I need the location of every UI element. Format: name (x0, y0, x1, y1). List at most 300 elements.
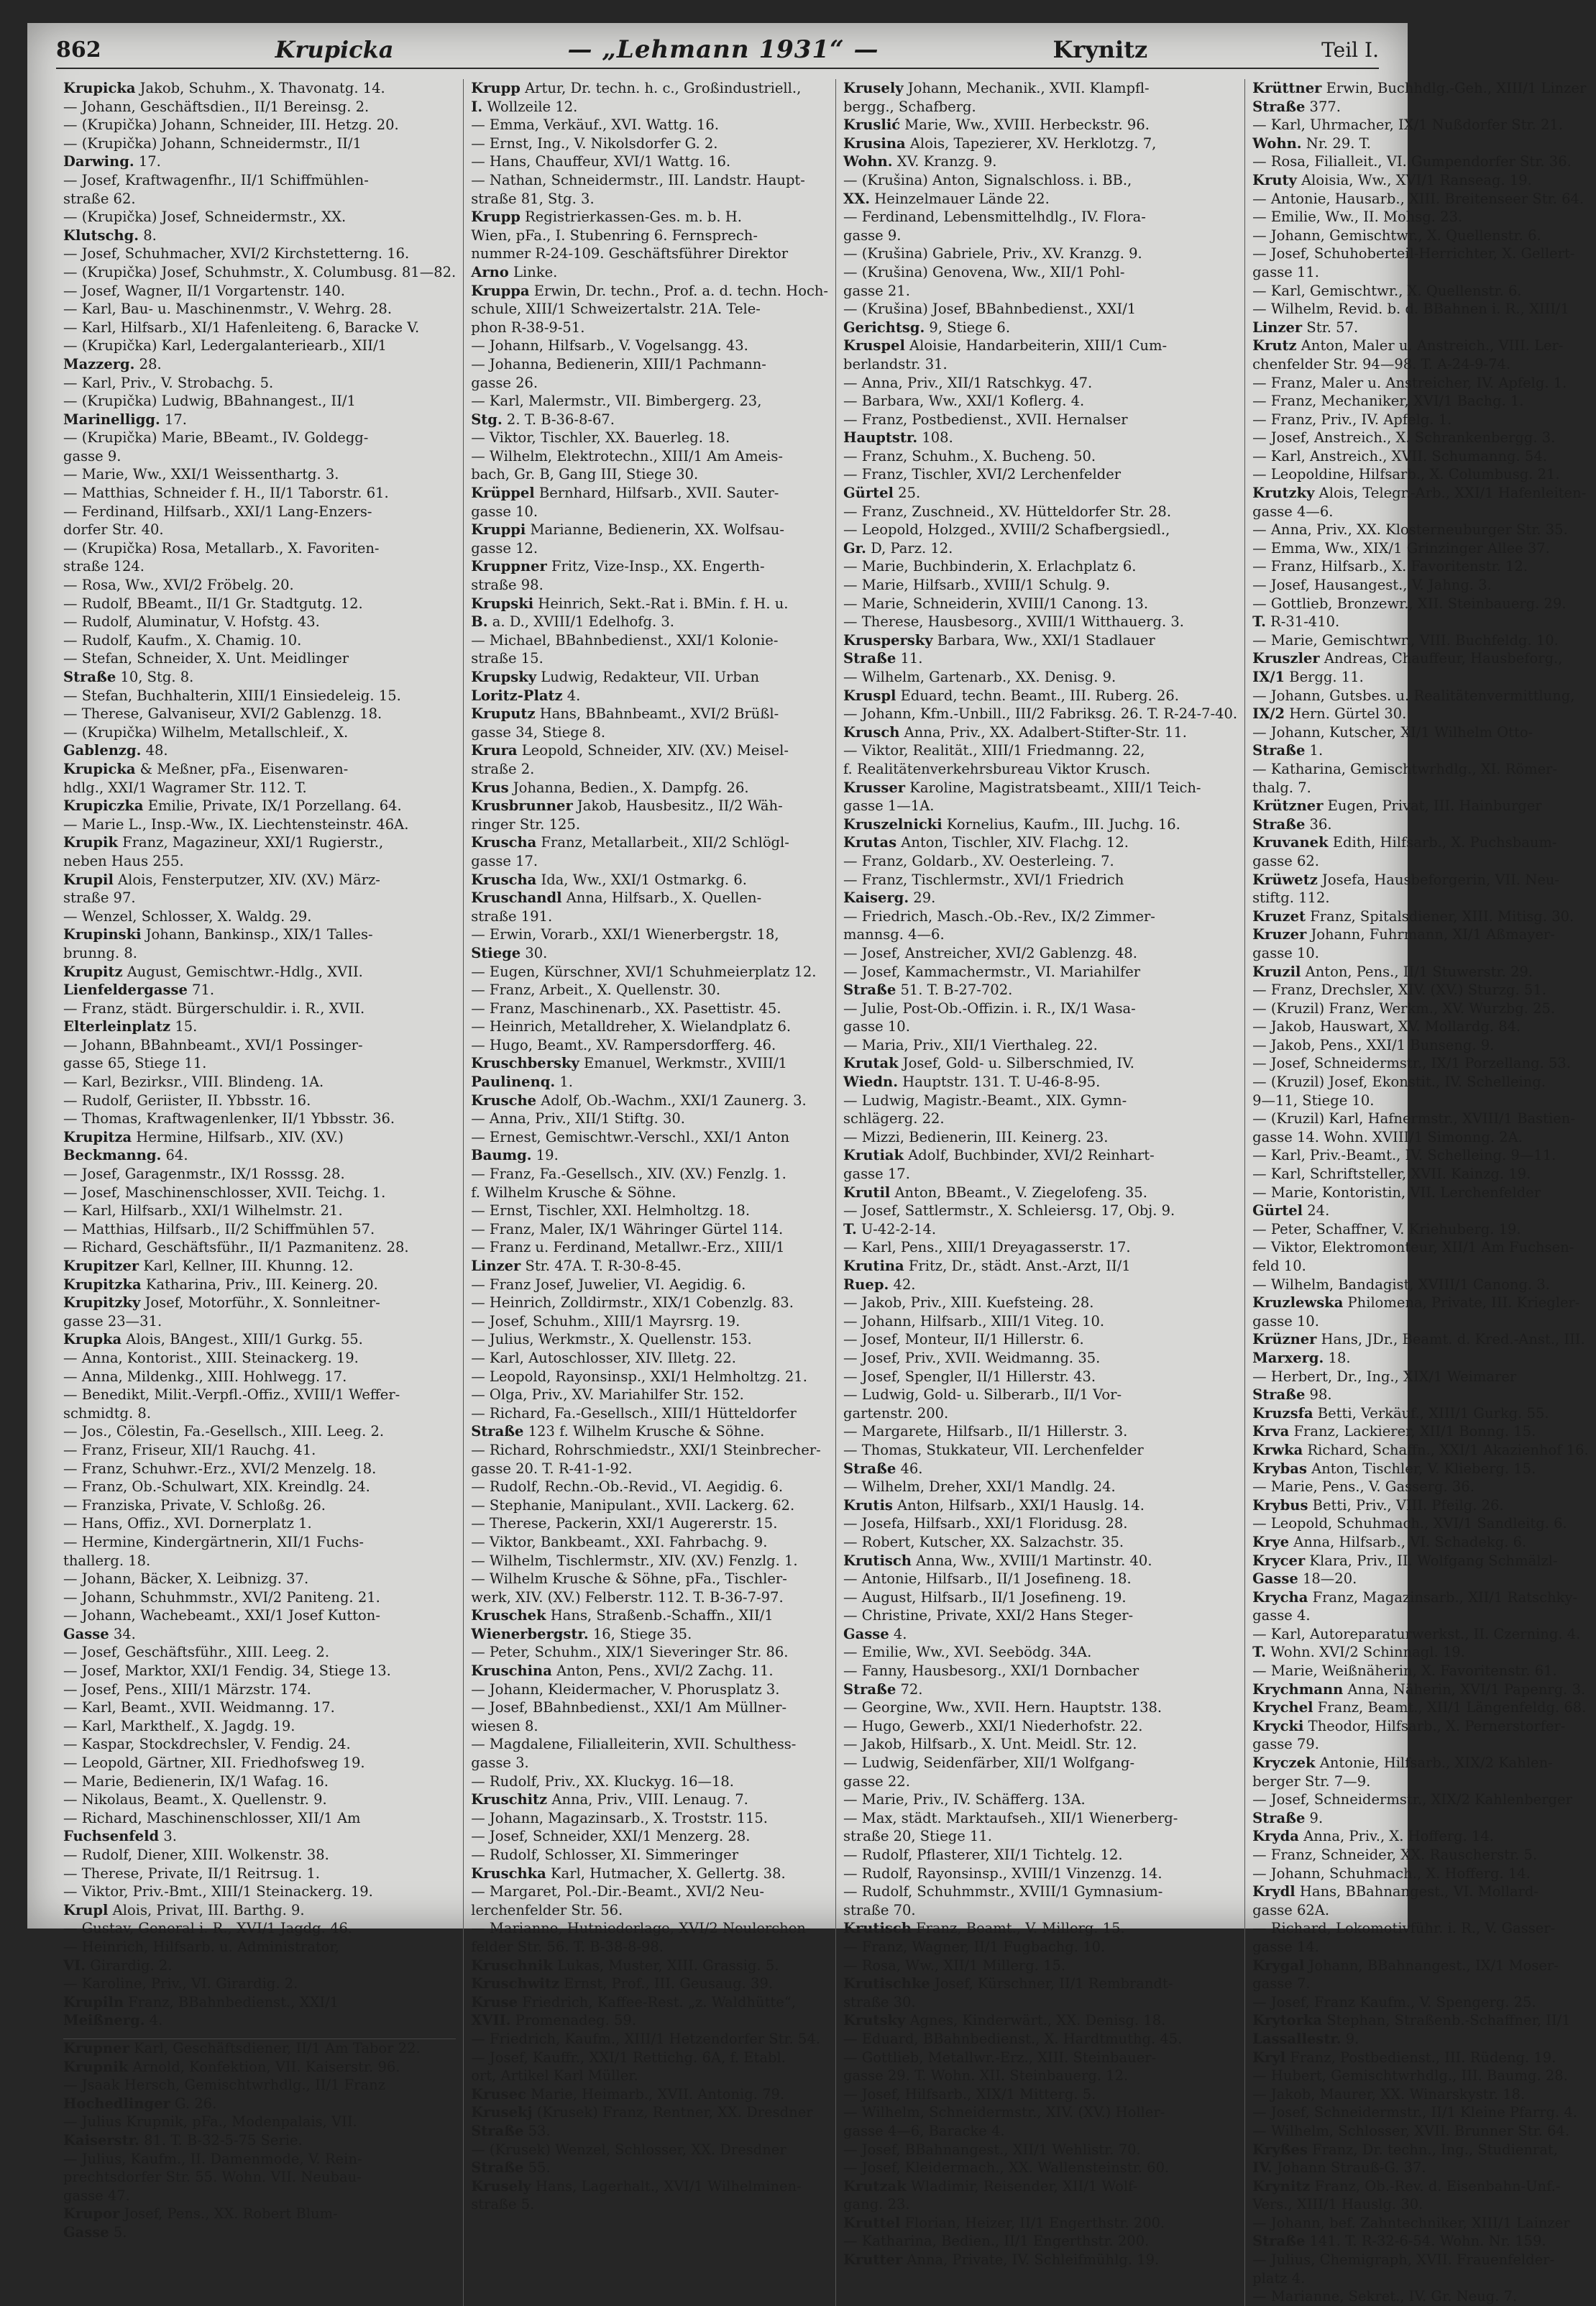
directory-entry-line: — Anna, Kontorist., XIII. Steinackerg. 19. (63, 1349, 359, 1366)
directory-entry-line: — Marie, Schneiderin, XVIII/1 Canong. 13. (843, 595, 1149, 612)
directory-entry-line: Kryda Anna, Priv., X. Hofferg. 14. (1252, 1828, 1494, 1845)
directory-entry-line: — Josef, Kraftwagenfhr., II/1 Schiffmühlen- (63, 171, 369, 188)
directory-entry-line: gasse 17. (471, 852, 538, 869)
directory-entry-line: prechtsdorfer Str. 55. Wohn. VII. Neubau- (63, 2169, 362, 2186)
directory-entry-line: Ruep. 42. (843, 1276, 916, 1293)
directory-entry-line: — (Kruzil) Josef, Ekonstit., IV. Schelleing. (1252, 1074, 1546, 1091)
directory-entry-line: — Marie, Priv., IV. Schäfferg. 13A. (843, 1791, 1086, 1808)
directory-entry-line: — Wilhelm, Bandagist, XVIII/1 Canong. 3. (1252, 1276, 1550, 1293)
directory-entry-line: Straße 46. (843, 1460, 923, 1477)
directory-entry-line: Marinelligg. 17. (63, 411, 187, 428)
directory-entry-line: — (Krušina) Gabriele, Priv., XV. Kranzg. 9. (843, 245, 1142, 262)
directory-entry-line: — Franz Josef, Juwelier, VI. Aegidig. 6. (471, 1276, 746, 1293)
directory-entry-line: Krupitzka Katharina, Priv., III. Keinerg. 20. (63, 1276, 378, 1293)
directory-entry-line: — Hugo, Beamt., XV. Rampersdorfferg. 46. (471, 1036, 776, 1053)
directory-entry-line: Darwing. 17. (63, 153, 161, 170)
directory-entry-line: Kruszler Andreas, Chauffeur, Hausbeforg., (1252, 650, 1563, 667)
header-left-word: Krupicka (275, 36, 394, 63)
directory-entry-line: — Karl, Autoreparaturwerkst., II. Czerning. 4. (1252, 1625, 1581, 1642)
directory-entry-line: — Kaspar, Stockdrechsler, V. Fendig. 24. (63, 1736, 351, 1753)
directory-entry-line: Krutil Anton, BBeamt., V. Ziegelofeng. 35. (843, 1184, 1147, 1201)
directory-entry-line: — Antonie, Hausarb., XIII. Breitenseer Str. 64. (1252, 190, 1584, 207)
directory-entry-line: Straße 51. T. B-27-702. (843, 982, 1013, 999)
directory-entry-line: — Josef, Hausangest., V. Jahng. 3. (1252, 577, 1492, 594)
directory-entry-line: Kruzsfa Betti, Verkäuf., XIII/1 Gurkg. 55. (1252, 1404, 1549, 1422)
directory-entry-line: — Franz, Fa.-Gesellsch., XIV. (XV.) Fenzlg. 1. (471, 1166, 786, 1183)
directory-entry-line: — Antonie, Hilfsarb., II/1 Josefineng. 18. (843, 1570, 1132, 1588)
directory-entry-line: — Johann, Kleidermacher, V. Phorusplatz 3. (471, 1680, 780, 1698)
directory-entry-line: — Josef, Schuhmacher, XVI/2 Kirchstetterng. 16. (63, 245, 410, 262)
directory-entry-line: — (Krupička) Karl, Ledergalanteriearb., XII/1 (63, 337, 387, 354)
directory-entry-line: — Rosa, Ww., XII/1 Millerg. 15. (843, 1957, 1066, 1974)
directory-entry-line: — Franz, Schuhwr.-Erz., XVI/2 Menzelg. 18. (63, 1460, 377, 1477)
directory-entry-line: — Jakob, Pens., XXI/1 Bunseng. 9. (1252, 1036, 1495, 1053)
directory-entry-line: — Ludwig, Gold- u. Silberarb., II/1 Vor- (843, 1386, 1122, 1404)
directory-entry-line: — Hermine, Kindergärtnerin, XII/1 Fuchs- (63, 1533, 364, 1550)
directory-entry-line: — Viktor, Tischler, XX. Bauerleg. 18. (471, 429, 730, 447)
column-4 (1245, 79, 1596, 2306)
directory-entry-line: Krupicka Jakob, Schuhm., X. Thavonatg. 14. (63, 80, 385, 96)
directory-entry-line: Lassallestr. 9. (1252, 2030, 1359, 2047)
directory-entry-line: Krupik Franz, Magazineur, XXI/1 Rugierstr., (63, 834, 384, 851)
directory-entry-line: — Katharina, Bedien., II/1 Engerthstr. 200. (843, 2233, 1150, 2250)
directory-entry-line: — Josef, Pens., XIII/1 Märzstr. 174. (63, 1680, 311, 1698)
directory-entry-line: gasse 10. (843, 1018, 910, 1035)
directory-entry-line: Krutzak Wladimir, Reisender, XII/1 Wolf- (843, 2177, 1138, 2195)
directory-entry-line: — Richard, Lokomotivführ. i. R., V. Gasser- (1252, 1920, 1556, 1937)
directory-entry-line: — Peter, Schuhm., XIX/1 Sieveringer Str. 86. (471, 1644, 789, 1661)
directory-entry-line: — Rudolf, Rayonsinsp., XVIII/1 Vinzenzg. 14. (843, 1865, 1162, 1882)
directory-entry-line: — Karl, Anstreich., XVII. Schumanng. 54. (1252, 447, 1547, 465)
directory-entry-line: Mazzerg. 28. (63, 355, 162, 372)
directory-entry-line: Kruschina Anton, Pens., XVI/2 Zachg. 11. (471, 1662, 774, 1680)
directory-entry-line: gasse 23—31. (63, 1312, 162, 1330)
directory-entry-line: Kryl Franz, Postbedienst., III. Rüdeng. 19. (1252, 2049, 1556, 2066)
directory-entry-line: schmidtg. 8. (63, 1404, 152, 1422)
directory-entry-line: — (Kruzil) Karl, Hafnermstr., XVIII/1 Bastien- (1252, 1110, 1575, 1127)
directory-entry-line: Krynitz Franz, Ob.-Rev. d. Eisenbahn-Unf.- (1252, 2177, 1561, 2195)
directory-entry-line: — Johann, Schuhmmstr., XVI/2 Paniteng. 21. (63, 1588, 380, 1606)
directory-entry-line: — Wilhelm Krusche & Söhne, pFa., Tischler- (471, 1570, 787, 1588)
directory-entry-line: — Josef, Hilfsarb., XIX/1 Mitterg. 5. (843, 2085, 1096, 2103)
directory-entry-line: — Thomas, Stukkateur, VII. Lerchenfelder (843, 1441, 1144, 1458)
directory-entry-line: Straße 36. (1252, 815, 1332, 833)
directory-entry-line: Krycer Klara, Priv., II. Wolfgang Schmälzl- (1252, 1552, 1558, 1569)
directory-entry-line: — Johann, Wachebeamt., XXI/1 Josef Kutton- (63, 1607, 380, 1624)
directory-entry-line: — Emilie, Ww., XVI. Seebödg. 34A. (843, 1644, 1092, 1661)
directory-entry-line: Klutschg. 8. (63, 227, 157, 244)
directory-entry-line: gasse 29. T. Wohn. XII. Steinbauerg. 12. (843, 2067, 1129, 2085)
directory-entry-line: Straße 11. (843, 650, 923, 667)
directory-entry-line: — Viktor, Elektromonteur, XII/1 Am Fuchsen- (1252, 1239, 1574, 1256)
directory-entry-line: — Benedikt, Milit.-Verpfl.-Offiz., XVIII/1 Weffer- (63, 1386, 400, 1404)
directory-entry-line: — Herbert, Dr., Ing., XIX/1 Weimarer (1252, 1368, 1517, 1385)
directory-entry-line: Krusbrunner Jakob, Hausbesitz., II/2 Wäh- (471, 797, 783, 815)
directory-entry-line: — Anna, Mildenkg., XIII. Hohlwegg. 17. (63, 1368, 347, 1385)
directory-entry-line: Gablenzg. 48. (63, 742, 168, 759)
directory-entry-line: hdlg., XXI/1 Wagramer Str. 112. T. (63, 779, 307, 796)
directory-entry-line: — Hugo, Gewerb., XXI/1 Niederhofstr. 22. (843, 1717, 1143, 1734)
directory-entry-line: — Erwin, Vorarb., XXI/1 Wienerbergstr. 18, (471, 926, 779, 943)
directory-entry-line: — Therese, Hausbesorg., XVIII/1 Witthauerg. 3. (843, 613, 1184, 631)
directory-entry-line: — Franz, Postbedienst., XVII. Hernalser (843, 411, 1128, 428)
directory-entry-line: — Julie, Post-Ob.-Offizin. i. R., IX/1 Wasa- (843, 999, 1136, 1017)
directory-entry-line: Kruppa Erwin, Dr. techn., Prof. a. d. techn. Hoch- (471, 282, 829, 299)
directory-entry-line: — (Krušina) Josef, BBahnbedienst., XXI/1 (843, 301, 1137, 318)
directory-entry-line: bach, Gr. B, Gang III, Stiege 30. (471, 466, 699, 483)
directory-entry-line: Krura Leopold, Schneider, XIV. (XV.) Meisel- (471, 742, 789, 759)
directory-entry-line: berlandstr. 31. (843, 355, 948, 372)
directory-entry-line: — Ferdinand, Lebensmittelhdlg., IV. Flora- (843, 209, 1146, 226)
directory-entry-line: Straße 141. T. R-32-6-54. Wohn. Nr. 159. (1252, 2233, 1546, 2250)
directory-entry-line: gasse 10. (1252, 944, 1319, 961)
directory-entry-line: — Franz, Tischler, XVI/2 Lerchenfelder (843, 466, 1122, 483)
directory-entry-line: — Nikolaus, Beamt., X. Quellenstr. 9. (63, 1791, 327, 1808)
directory-entry-line: Straße 53. (471, 2122, 551, 2139)
directory-entry-line: Elterleinplatz 15. (63, 1018, 198, 1035)
directory-entry-line: — Leopoldine, Hilfsarb., X. Columbusg. 21. (1252, 466, 1560, 483)
directory-entry-line: Baumg. 19. (471, 1147, 559, 1164)
directory-entry-line: — Karl, Malermstr., VII. Bimbergerg. 23, (471, 393, 762, 410)
directory-entry-line: — Karoline, Priv., VI. Girardig. 2. (63, 1975, 298, 1992)
directory-entry-line: gasse 34, Stiege 8. (471, 723, 606, 741)
directory-entry-line: Beckmanng. 64. (63, 1147, 188, 1164)
directory-entry-line: — Jakob, Hilfsarb., X. Unt. Meidl. Str. 12. (843, 1736, 1137, 1753)
directory-entry-line: gasse 62. (1252, 852, 1319, 869)
directory-entry-line: Wien, pFa., I. Stubenring 6. Fernsprech- (471, 227, 758, 244)
directory-entry-line: Kruzil Anton, Pens., II/1 Stuwerstr. 29. (1252, 963, 1533, 980)
directory-entry-line: dorfer Str. 40. (63, 521, 164, 539)
directory-entry-line: — Josef, Schuhm., XIII/1 Mayrsrg. 19. (471, 1312, 740, 1330)
directory-entry-line: — Karl, Hilfsarb., XI/1 Hafenleiteng. 6, Baracke V. (63, 319, 420, 336)
directory-entry-line: Krupner Karl, Geschäftsdiener, II/1 Am Tabor 22. (63, 2039, 421, 2056)
directory-entry-line: thallerg. 18. (63, 1552, 151, 1569)
directory-entry-line: — Rudolf, Rechn.-Ob.-Revid., VI. Aegidig. 6. (471, 1478, 784, 1496)
directory-entry-line: — Hans, Offiz., XVI. Dornerplatz 1. (63, 1515, 312, 1532)
directory-entry-line: — (Krušina) Anton, Signalschloss. i. BB., (843, 171, 1132, 188)
directory-entry-line: gasse 7. (1252, 1975, 1311, 1992)
directory-entry-line: Gasse 4. (843, 1625, 907, 1642)
directory-entry-line: — Franz, Friseur, XII/1 Rauchg. 41. (63, 1441, 316, 1458)
directory-entry-line: — Rudolf, Kaufm., X. Chamig. 10. (63, 631, 302, 649)
directory-entry-line: Hauptstr. 108. (843, 429, 953, 447)
directory-entry-line: Krutak Josef, Gold- u. Silberschmied, IV. (843, 1055, 1134, 1072)
directory-entry-line: Linzer Str. 47A. T. R-30-8-45. (471, 1258, 682, 1274)
directory-entry-line: — Franz, Maler, IX/1 Währinger Gürtel 114. (471, 1220, 784, 1237)
directory-entry-line: Krupitza Hermine, Hilfsarb., XIV. (XV.) (63, 1128, 344, 1145)
directory-entry-line: Krycha Franz, Magazinsarb., XII/1 Ratschky- (1252, 1588, 1578, 1606)
directory-entry-line: — Johann, BBahnbeamt., XVI/1 Possinger- (63, 1036, 363, 1053)
directory-entry-line: — Johann, Schuhmach., X. Hofferg. 14. (1252, 1865, 1531, 1882)
directory-entry-line: nummer R-24-109. Geschäftsführer Direktor (471, 245, 789, 262)
directory-entry-line: — Heinrich, Hilfsarb. u. Administrator, (63, 1938, 339, 1955)
directory-entry-line: Krupka Alois, BAngest., XIII/1 Gurkg. 55. (63, 1331, 363, 1348)
directory-entry-line: — (Krusek) Wenzel, Schlosser, XX. Dresdner (471, 2141, 786, 2158)
columns (56, 79, 1589, 2305)
directory-entry-line: — Marie, Gemischtwr., VIII. Buchfeldg. 10. (1252, 631, 1559, 649)
directory-entry-line: Lienfeldergasse 71. (63, 982, 215, 999)
directory-entry-line: felder Str. 56. T. B-38-8-98. (471, 1938, 664, 1955)
directory-entry-line: gasse 62A. (1252, 1901, 1330, 1918)
directory-entry-line: — Josef, Franz Kaufm., V. Spengerg. 25. (1252, 1993, 1536, 2010)
directory-entry-line: — Friedrich, Masch.-Ob.-Rev., IX/2 Zimmer- (843, 907, 1155, 925)
directory-entry-line: Gerichtsg. 9, Stiege 6. (843, 319, 1011, 336)
directory-entry-line: Krüwetz Josefa, Hausbeforgerin, VII. Neu- (1252, 871, 1560, 888)
directory-entry-line: — Emilie, Ww., II. Mohsg. 23. (1252, 209, 1463, 226)
directory-entry-line: — Leopold, Holzged., XVIII/2 Schafbergsiedl., (843, 521, 1170, 539)
directory-entry-line: Straße 10, Stg. 8. (63, 669, 194, 685)
directory-entry-line: Krutisch Anna, Ww., XVIII/1 Martinstr. 40. (843, 1552, 1152, 1569)
directory-entry-line: — Jakob, Priv., XIII. Kuefsteing. 28. (843, 1294, 1094, 1312)
directory-entry-line: — Ferdinand, Hilfsarb., XXI/1 Lang-Enzers- (63, 503, 372, 520)
directory-entry-line: — Wilhelm, Tischlermstr., XIV. (XV.) Fenzlg. 1. (471, 1552, 798, 1569)
directory-entry-line: Vers., XIII/1 Hauslg. 30. (1252, 2196, 1423, 2213)
directory-entry-line: Krupl Alois, Privat, III. Barthg. 9. (63, 1901, 305, 1918)
directory-entry-line: Kruschandl Anna, Hilfsarb., X. Quellen- (471, 889, 762, 907)
directory-entry-line: Kruschnik Lukas, Muster, XIII. Grassig. 5. (471, 1957, 779, 1974)
directory-entry-line: — Marianne, Sekret., IV. Gr. Neug. 7. (1252, 2288, 1518, 2305)
directory-entry-line: — Wenzel, Schlosser, X. Waldg. 29. (63, 907, 312, 925)
directory-entry-line: — Franz, Tischlermstr., XVI/1 Friedrich (843, 871, 1124, 888)
directory-entry-line: Kruttel Florian, Heizer, II/1 Engerthstr. 200. (843, 2214, 1165, 2231)
directory-entry-line: gasse 4. (1252, 1607, 1311, 1624)
directory-entry-line: — Franz, Schneider, XX. Rauscherstr. 5. (1252, 1847, 1538, 1863)
directory-entry-line: — Heinrich, Metalldreher, X. Wielandplatz 6. (471, 1018, 792, 1035)
directory-entry-line: — Ernst, Tischler, XXI. Helmholtzg. 18. (471, 1202, 751, 1220)
directory-entry-line: — Wilhelm, Revid. b. d. BBahnen i. R., XIII/1 (1252, 301, 1569, 318)
directory-entry-line: Krupicka & Meßner, pFa., Eisenwaren- (63, 760, 349, 777)
directory-entry-line: — Richard, Rohrschmiedstr., XXI/1 Steinbrecher- (471, 1441, 821, 1458)
directory-entry-line: — Leopold, Rayonsinsp., XXI/1 Helmholtzg. 21. (471, 1368, 807, 1385)
directory-entry-line: — Stefan, Schneider, X. Unt. Meidlinger (63, 650, 349, 667)
directory-entry-line: Krupiczka Emilie, Private, IX/1 Porzellang. 64. (63, 797, 402, 815)
directory-entry-line: Kruzer Johann, Fuhrmann, XI/1 Aßmayer- (1252, 926, 1555, 943)
directory-entry-line: Kruslić Marie, Ww., XVIII. Herbeckstr. 96. (843, 116, 1150, 134)
directory-entry-line: — Franz, Schuhm., X. Bucheng. 50. (843, 447, 1096, 465)
directory-entry-line: Krusser Karoline, Magistratsbeamt., XIII/1 Teich- (843, 779, 1201, 796)
directory-entry-line: bergg., Schafberg. (843, 98, 976, 115)
directory-entry-line: Krye Anna, Hilfsarb., VI. Schadekg. 6. (1252, 1533, 1527, 1550)
directory-entry-line: berger Str. 7—9. (1252, 1772, 1371, 1790)
directory-entry-line: Krupitz August, Gemischtwr.-Hdlg., XVII. (63, 963, 363, 980)
directory-entry-line: gasse 20. T. R-41-1-92. (471, 1460, 633, 1477)
directory-entry-line: Kruscha Ida, Ww., XXI/1 Ostmarkg. 6. (471, 871, 747, 888)
directory-entry-line: gasse 65, Stiege 11. (63, 1055, 207, 1072)
directory-entry-line: — Matthias, Schneider f. H., II/1 Taborstr. 61. (63, 485, 389, 502)
directory-entry-line: — Josef, Garagenmstr., IX/1 Rosssg. 28. (63, 1166, 345, 1183)
directory-entry-line: — Max, städt. Marktaufseh., XII/1 Wienerberg- (843, 1809, 1178, 1826)
directory-entry-line: — Rosa, Filialleit., VI. Gumpendorfer Str. 36. (1252, 153, 1572, 170)
directory-entry-line: — Ludwig, Seidenfärber, XII/1 Wolfgang- (843, 1754, 1135, 1772)
directory-entry-line: — Hubert, Gemischtwrhdlg., III. Baumg. 28. (1252, 2067, 1568, 2085)
directory-entry-line: Krusekj (Krusek) Franz, Rentner, XX. Dresdner (471, 2104, 813, 2121)
directory-entry-line: — Josef, Anstreicher, XVI/2 Gablenzg. 48. (843, 944, 1137, 961)
directory-entry-line: — Rudolf, Geriister, II. Ybbsstr. 16. (63, 1092, 311, 1109)
directory-entry-line: — (Krupička) Ludwig, BBahnangest., II/1 (63, 393, 356, 410)
directory-entry-line: Gürtel 24. (1252, 1202, 1330, 1220)
directory-page (27, 23, 1589, 2305)
directory-entry-line: gasse 4—6, Baracke 4. (843, 2122, 1005, 2139)
directory-entry-line: Krüppel Bernhard, Hilfsarb., XVII. Sauter- (471, 485, 779, 502)
directory-entry-line: Krus Johanna, Bedien., X. Dampfg. 26. (471, 779, 749, 796)
directory-entry-line: — Gottlieb, Bronzewr., XII. Steinbauerg. 29. (1252, 595, 1567, 612)
directory-entry-line: — Leopold, Schuhmach., XVI/1 Sandleitg. 6. (1252, 1515, 1567, 1532)
directory-entry-line: — (Krupička) Wilhelm, Metallschleif., X. (63, 723, 349, 741)
directory-entry-line: Krusch Anna, Priv., XX. Adalbert-Stifter-Str. 11. (843, 723, 1187, 741)
directory-entry-line: — Marie, Hilfsarb., XVIII/1 Schulg. 9. (843, 577, 1110, 594)
page-number: 862 (56, 37, 101, 63)
directory-entry-line: — Franz, Ob.-Schulwart, XIX. Kreindlg. 24. (63, 1478, 370, 1496)
directory-entry-line: gasse 10. (471, 503, 538, 520)
directory-entry-line: — Karl, Priv.-Beamt., IV. Schelleing. 9—11. (1252, 1147, 1556, 1164)
directory-entry-line: — Josef, Schneider, XXI/1 Menzerg. 28. (471, 1828, 751, 1845)
directory-entry-line: — Rudolf, Pflasterer, XII/1 Tichtelg. 12. (843, 1847, 1123, 1863)
directory-entry-line: — Johann, Gutsbes. u. Realitätenvermittlung, (1252, 687, 1575, 704)
directory-entry-line: T. Wohn. XVI/2 Schinnagl. 19. (1252, 1644, 1465, 1661)
directory-entry-line: Kruppi Marianne, Bedienerin, XX. Wolfsau- (471, 521, 784, 539)
directory-entry-line: Hochedlinger G. 26. (63, 2095, 217, 2112)
directory-entry-line: — Josef, Monteur, II/1 Hillerstr. 6. (843, 1331, 1084, 1348)
directory-entry-line: Krützner Eugen, Privat, III. Hainburger (1252, 797, 1542, 815)
directory-entry-line (63, 2030, 456, 2039)
directory-entry-line: — Johann, Gemischtwr., X. Quellenstr. 6. (1252, 227, 1541, 244)
directory-entry-line: Krutsky Agnes, Kinderwärt., XX. Denisg. 18. (843, 2012, 1166, 2029)
directory-entry-line: — Richard, Maschinenschlosser, XII/1 Am (63, 1809, 361, 1826)
directory-entry-line: — Julius, Chemigraph, XVII. Frauenfelder- (1252, 2251, 1555, 2269)
directory-entry-line: Fuchsenfeld 3. (63, 1828, 177, 1845)
directory-entry-line: straße 98. (471, 577, 544, 594)
directory-entry-line: — Gustav, General i. R., XVI/1 Jagdg. 46. (63, 1920, 353, 1937)
directory-entry-line: T. R-31-410. (1252, 613, 1340, 631)
directory-entry-line: — Barbara, Ww., XXI/1 Koflerg. 4. (843, 393, 1085, 410)
directory-entry-line: — Marie, Ww., XXI/1 Weissenthartg. 3. (63, 466, 339, 483)
directory-entry-line: — Olga, Priv., XV. Mariahilfer Str. 152. (471, 1386, 744, 1404)
directory-entry-line: ringer Str. 125. (471, 815, 581, 833)
directory-entry-line: Wiedn. Hauptstr. 131. T. U-46-8-95. (843, 1074, 1101, 1091)
directory-entry-line: — Johann, Geschäftsdien., II/1 Bereinsg. 2. (63, 98, 370, 115)
directory-entry-line: — Karl, Hilfsarb., XXI/1 Wilhelmstr. 21. (63, 1202, 343, 1220)
header-right-word: Krynitz (1052, 36, 1148, 63)
directory-entry-line: Gürtel 25. (843, 485, 921, 502)
directory-entry-line: gasse 4—6. (1252, 503, 1334, 520)
directory-entry-line: Krupnik Arnold, Konfektion, VII. Kaiserstr. 96. (63, 2058, 400, 2075)
directory-entry-line: Krupil Alois, Fensterputzer, XIV. (XV.) März- (63, 871, 380, 888)
directory-entry-line: — Fanny, Hausbesorg., XXI/1 Dornbacher (843, 1662, 1139, 1680)
directory-entry-line: — Josef, BBahnangest., XII/1 Wehlistr. 70. (843, 2141, 1141, 2158)
directory-entry-line: I. Wollzeile 12. (471, 98, 578, 115)
directory-entry-line: IV. Johann Strauß-G. 37. (1252, 2159, 1426, 2177)
directory-entry-line: — Therese, Packerin, XXI/1 Augererstr. 15. (471, 1515, 778, 1532)
directory-entry-line: Kruputz Hans, BBahnbeamt., XVI/2 Brüßl- (471, 705, 779, 723)
directory-entry-line: — Richard, Fa.-Gesellsch., XIII/1 Hütteldorfer (471, 1404, 797, 1422)
directory-entry-line: phon R-38-9-51. (471, 319, 585, 336)
directory-entry-line: — Viktor, Priv.-Bmt., XIII/1 Steinackerg. 19. (63, 1883, 373, 1900)
directory-entry-line: — (Krupička) Johann, Schneider, III. Hetzg. 20. (63, 116, 399, 134)
directory-entry-line: Straße 123 f. Wilhelm Krusche & Söhne. (471, 1423, 765, 1440)
directory-entry-line: — Mizzi, Bedienerin, III. Keinerg. 23. (843, 1128, 1109, 1145)
directory-entry-line: Kruschbersky Emanuel, Werkmstr., XVIII/1 (471, 1055, 787, 1072)
directory-entry-line: straße 15. (471, 650, 544, 667)
directory-entry-line: gasse 1—1A. (843, 797, 935, 815)
directory-entry-line: Kruscha Franz, Metallarbeit., XII/2 Schlögl- (471, 834, 789, 851)
directory-entry-line: straße 2. (471, 760, 535, 777)
directory-entry-line: — Marie, Pens., V. Gasserg. 36. (1252, 1478, 1475, 1496)
directory-entry-line: Krusec Marie, Heimarb., XVII. Antonig. 79. (471, 2085, 785, 2103)
directory-entry-line: — Leopold, Gärtner, XII. Friedhofsweg 19. (63, 1754, 365, 1772)
directory-entry-line: — Emma, Verkäuf., XVI. Wattg. 16. (471, 116, 720, 134)
directory-entry-line: Krutisch Franz, Beamt., V. Millerg. 15. (843, 1920, 1125, 1937)
directory-entry-line: — Franziska, Private, V. Schloßg. 26. (63, 1496, 326, 1514)
directory-entry-line: Straße 98. (1252, 1386, 1332, 1404)
directory-entry-line: Krusina Alois, Tapezierer, XV. Herklotzg. 7, (843, 134, 1157, 152)
directory-entry-line: — Josef, Schneidermstr., II/1 Kleine Pfarrg. 4. (1252, 2104, 1578, 2121)
directory-entry-line: — Josef, Priv., XVII. Weidmanng. 35. (843, 1349, 1101, 1366)
directory-entry-line: — Marianne, Hutniederlage, XVI/2 Neulerchen- (471, 1920, 811, 1937)
directory-entry-line: Krutina Fritz, Dr., städt. Anst.-Arzt, II/1 (843, 1258, 1131, 1274)
directory-entry-line: — Margarete, Hilfsarb., II/1 Hillerstr. 3. (843, 1423, 1128, 1440)
directory-entry-line: — Karl, Beamt., XVII. Weidmanng. 17. (63, 1699, 335, 1716)
directory-entry-line: gang. 23. (843, 2196, 910, 2213)
directory-entry-line: gasse 9. (63, 447, 121, 465)
directory-entry-line: Kruschek Hans, Straßenb.-Schaffn., XII/1 (471, 1607, 774, 1624)
directory-entry-line: lerchenfelder Str. 56. (471, 1901, 623, 1918)
directory-entry-line: — Josef, BBahnbedienst., XXI/1 Am Müllner- (471, 1699, 787, 1716)
directory-entry-line: Kaiserstr. 81. T. B-32-5-75 Serie. (63, 2131, 303, 2149)
directory-entry-line: gasse 12. (471, 539, 538, 557)
directory-entry-line: — Josef, Schneidermstr., IX/1 Porzellang. 53. (1252, 1055, 1571, 1072)
directory-entry-line: Krva Franz, Lackierer, XII/1 Bonng. 15. (1252, 1423, 1536, 1440)
directory-entry-line: — Rudolf, Aluminatur, V. Hofstg. 43. (63, 613, 320, 631)
directory-entry-line: Krusely Johann, Mechanik., XVII. Klampfl- (843, 80, 1150, 96)
directory-entry-line: Krutas Anton, Tischler, XIV. Flachg. 12. (843, 834, 1129, 851)
directory-entry-line: — Josefa, Hilfsarb., XXI/1 Floridusg. 28. (843, 1515, 1128, 1532)
directory-entry-line: Kruzet Franz, Spitalsdiener, XIII. Mitisg. 30. (1252, 907, 1574, 925)
directory-entry-line: — Josef, Maschinenschlosser, XVII. Teichg. 1. (63, 1184, 386, 1201)
directory-entry-line: straße 124. (63, 558, 145, 575)
directory-entry-line: Straße 55. (471, 2159, 551, 2177)
directory-entry-line: — Heinrich, Zolldirmstr., XIX/1 Cobenzlg. 83. (471, 1294, 794, 1312)
directory-entry-line: — Anna, Priv., XII/1 Stiftg. 30. (471, 1110, 685, 1127)
directory-entry-line: Krupski Heinrich, Sekt.-Rat i. BMin. f. H. u. (471, 595, 789, 612)
directory-entry-line: Wohn. XV. Kranzg. 9. (843, 153, 997, 170)
directory-entry-line: — Johann, Hilfsarb., XIII/1 Viteg. 10. (843, 1312, 1105, 1330)
directory-entry-line: straße 191. (471, 907, 553, 925)
directory-entry-line: ort, Artikel Karl Müller. (471, 2067, 638, 2085)
directory-entry-line: B. a. D., XVIII/1 Edelhofg. 3. (471, 613, 674, 631)
directory-entry-line: straße 20, Stiege 11. (843, 1828, 992, 1845)
directory-entry-line: thalg. 7. (1252, 779, 1311, 796)
directory-entry-line: Krutiak Adolf, Buchbinder, XVI/2 Reinhart- (843, 1147, 1155, 1164)
directory-entry-line: — Jos., Cölestin, Fa.-Gesellsch., XIII. Leeg. 2. (63, 1423, 385, 1440)
directory-entry-line: Krutter Anna, Private, IV. Schleifmühlg. 19. (843, 2251, 1160, 2269)
directory-entry-line: wiesen 8. (471, 1717, 538, 1734)
directory-entry-line: — August, Hilfsarb., II/1 Josefineng. 19. (843, 1588, 1127, 1606)
directory-entry-line: — Johann, Magazinsarb., X. Troststr. 115. (471, 1809, 769, 1826)
directory-entry-line: f. Realitätenverkehrsbureau Viktor Krusch. (843, 760, 1151, 777)
directory-entry-line: — Marie, Kontoristin, VII. Lerchenfelder (1252, 1184, 1541, 1201)
directory-entry-line: — (Kruzil) Franz, Werkm., XV. Wurzbg. 25. (1252, 999, 1556, 1017)
directory-entry-line: gasse 9. (843, 227, 902, 244)
directory-entry-line: gasse 26. (471, 374, 538, 391)
directory-entry-line: Krycki Theodor, Hilfsarb., X. Pernerstorfer- (1252, 1717, 1566, 1734)
directory-entry-line: Krusely Hans, Lagerhalt., XVI/1 Wilhelminen- (471, 2177, 802, 2195)
directory-entry-line: Meißnerg. 4. (63, 2012, 163, 2029)
directory-entry-line: — Johanna, Bedienerin, XIII/1 Pachmann- (471, 355, 766, 372)
directory-entry-line: — Josef, Schneidermstr., XIX/2 Kahlenberger (1252, 1791, 1572, 1808)
directory-entry-line: — Hans, Chauffeur, XVI/1 Wattg. 16. (471, 153, 731, 170)
directory-entry-line: — Eduard, BBahnbedienst., X. Hardtmuthg. 45. (843, 2030, 1183, 2047)
directory-entry-line: — Rosa, Ww., XVI/2 Fröbelg. 20. (63, 577, 294, 594)
